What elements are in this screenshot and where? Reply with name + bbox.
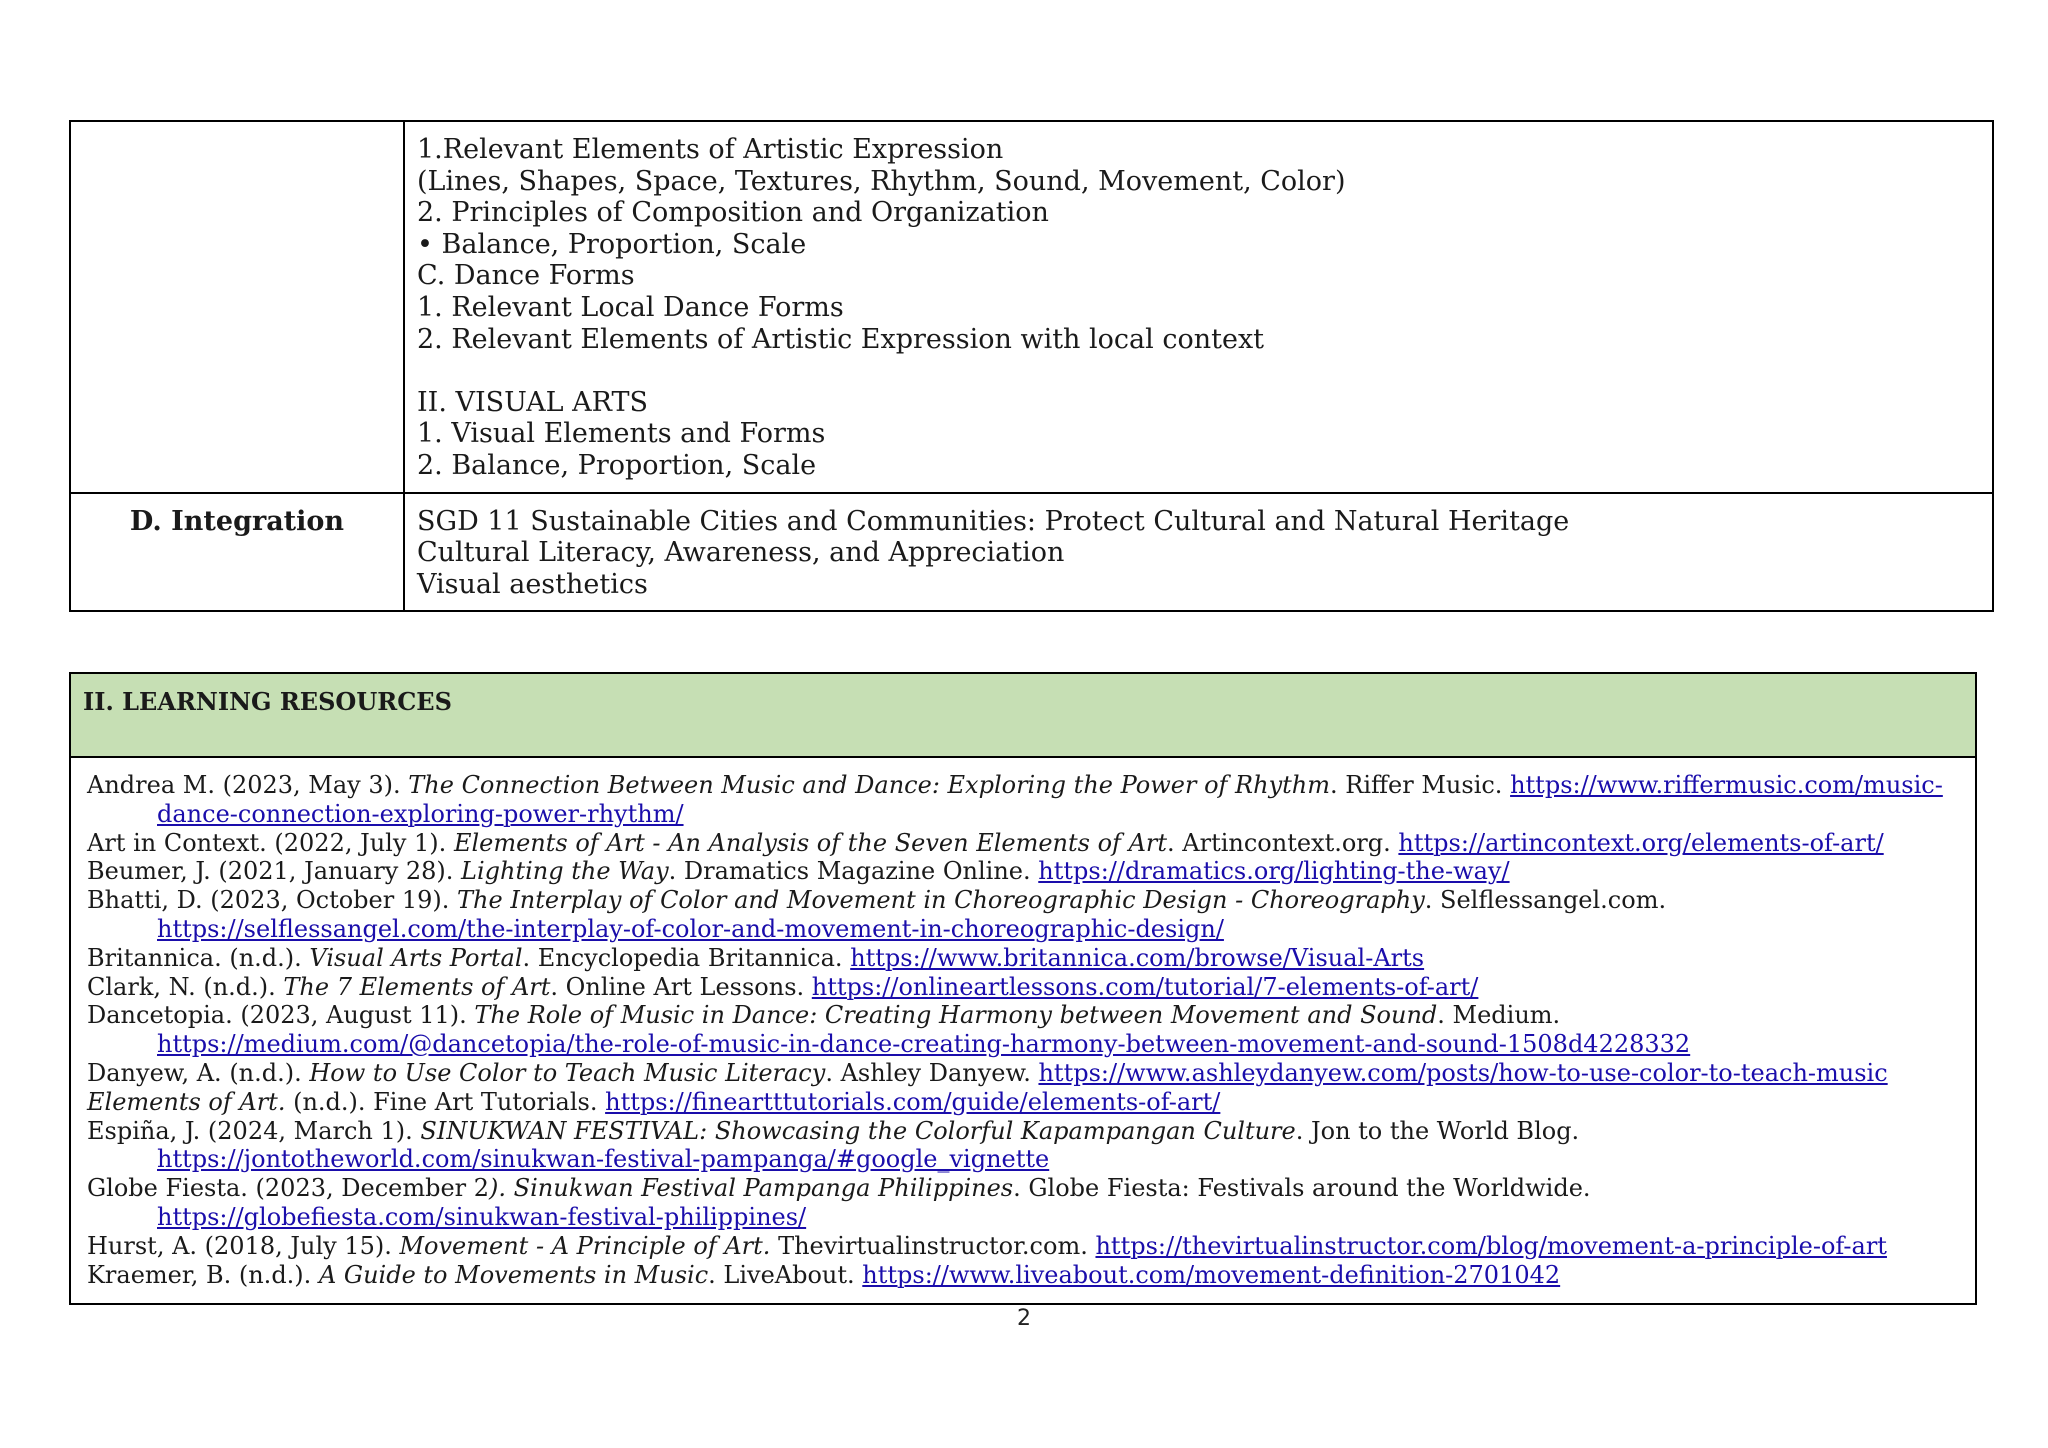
integration-label-cell [70, 493, 404, 612]
content-table [69, 120, 1994, 612]
reference-title: Elements of Art - An Analysis of the Seven Elements of Art [453, 828, 1168, 857]
reference-publisher: . Dramatics Magazine Online. [668, 857, 1039, 886]
reference-item [87, 1001, 1959, 1059]
references-list [71, 758, 1975, 1303]
reference-link[interactable]: https://dramatics.org/lighting-the-way/ [1038, 857, 1510, 886]
reference-author-date: Hurst, A. (2018, July 15). [87, 1231, 400, 1260]
integration-label: D. Integration [129, 505, 345, 537]
reference-title: Lighting the Way [461, 857, 669, 886]
reference-item [87, 1261, 1959, 1290]
reference-item [87, 1174, 1959, 1232]
reference-link[interactable]: https://artincontext.org/elements-of-art/ [1398, 828, 1884, 857]
reference-publisher: . Selflessangel.com. [1424, 886, 1667, 915]
reference-link[interactable]: https://medium.com/@dancetopia/the-role-of-music-in-dance-creating-harmony-between-movement-and-sound-1508d4228332 [157, 1030, 1691, 1059]
reference-publisher: . Online Art Lessons. [550, 972, 812, 1001]
reference-author-date: Art in Context. (2022, July 1). [87, 828, 454, 857]
content-row-continued [70, 121, 1993, 493]
reference-title: The Connection Between Music and Dance: Exploring the Power of Rhythm [408, 771, 1330, 799]
learning-resources-header [71, 674, 1975, 758]
reference-title: The Role of Music in Dance: Creating Harmony between Movement and Sound [474, 1001, 1438, 1030]
reference-title: The Interplay of Color and Movement in Choreographic Design - Choreography [457, 886, 1425, 915]
reference-author-date: Espiña, J. (2024, March 1). [87, 1116, 421, 1145]
learning-resources-title: II. LEARNING RESOURCES [83, 687, 452, 716]
content-line: 2. Balance, Proportion, Scale [417, 449, 817, 481]
content-line: 1. Relevant Local Dance Forms [417, 291, 844, 323]
reference-title: Elements of Art. [87, 1087, 286, 1116]
integration-lines-cell [404, 493, 1993, 612]
learning-resources-table [69, 672, 1977, 1305]
integration-row [70, 493, 1993, 612]
reference-item [87, 944, 1959, 973]
reference-author-date: Kraemer, B. (n.d.). [87, 1260, 319, 1289]
reference-link[interactable]: https://www.ashleydanyew.com/posts/how-to-use-color-to-teach-music [1038, 1058, 1888, 1087]
reference-link[interactable]: https://jontotheworld.com/sinukwan-festival-pampanga/#google_vignette [157, 1145, 1050, 1174]
content-label-cell-empty [70, 121, 404, 493]
reference-publisher: Thevirtualinstructor.com. [770, 1231, 1096, 1260]
reference-publisher: . Ashley Danyew. [825, 1058, 1039, 1087]
reference-item [87, 857, 1959, 886]
reference-title: SINUKWAN FESTIVAL: Showcasing the Colorful Kapampangan Culture [420, 1116, 1296, 1145]
reference-item [87, 973, 1959, 1002]
reference-title: How to Use Color to Teach Music Literacy [309, 1058, 826, 1087]
content-line: 2. Relevant Elements of Artistic Expression with local context [417, 323, 1265, 355]
reference-item [87, 886, 1959, 944]
reference-title: Movement - A Principle of Art. [399, 1231, 771, 1260]
reference-author-date: Beumer, J. (2021, January 28). [87, 857, 462, 886]
reference-link[interactable]: https://onlineartlessons.com/tutorial/7-elements-of-art/ [811, 972, 1479, 1001]
reference-publisher: . Artincontext.org. [1167, 828, 1399, 857]
reference-title: ). Sinukwan Festival Pampanga Philippines [489, 1174, 1014, 1203]
reference-item [87, 771, 1959, 829]
reference-item [87, 1088, 1959, 1117]
reference-publisher: . LiveAbout. [708, 1260, 863, 1289]
content-line: 1. Visual Elements and Forms [417, 418, 826, 450]
reference-author-date: Andrea M. (2023, May 3). [87, 771, 409, 799]
reference-title: A Guide to Movements in Music [318, 1260, 709, 1289]
reference-publisher: . Globe Fiesta: Festivals around the Worldwide. [1013, 1174, 1591, 1203]
reference-link[interactable]: https://www.liveabout.com/movement-definition-2701042 [862, 1260, 1561, 1289]
reference-link[interactable]: https://thevirtualinstructor.com/blog/movement-a-principle-of-art [1095, 1231, 1887, 1260]
page-number: 2 [1017, 1306, 1031, 1331]
content-line: II. VISUAL ARTS [417, 386, 648, 418]
content-lines-cell [404, 121, 1993, 493]
content-line: • Balance, Proportion, Scale [417, 228, 807, 260]
reference-title: The 7 Elements of Art [283, 972, 551, 1001]
reference-link[interactable]: https://www.britannica.com/browse/Visual-Arts [850, 943, 1425, 972]
reference-author-date: Bhatti, D. (2023, October 19). [87, 886, 458, 915]
integration-line: Visual aesthetics [417, 568, 648, 600]
reference-link[interactable]: https://fineartttutorials.com/guide/elements-of-art/ [605, 1087, 1221, 1116]
integration-line: SGD 11 Sustainable Cities and Communities: Protect Cultural and Natural Heritage [417, 505, 1570, 537]
content-line: 2. Principles of Composition and Organization [417, 197, 1049, 229]
reference-link[interactable]: https://globefiesta.com/sinukwan-festival-philippines/ [157, 1202, 807, 1231]
content-line-blank [417, 355, 1980, 387]
reference-title: Visual Arts Portal [309, 943, 523, 972]
reference-publisher: . Encyclopedia Britannica. [522, 943, 851, 972]
content-line: 1.Relevant Elements of Artistic Expression [417, 134, 1004, 165]
reference-publisher: . Medium. [1437, 1001, 1561, 1030]
reference-author-date: Britannica. (n.d.). [87, 943, 310, 972]
reference-link[interactable]: https://selflessangel.com/the-interplay-of-color-and-movement-in-choreographic-design/ [157, 914, 1224, 943]
reference-item [87, 829, 1959, 858]
reference-link[interactable]: https://www.riffermusic.com/music-dance-connection-exploring-power-rhythm/ [157, 771, 1943, 828]
reference-author-date: Dancetopia. (2023, August 11). [87, 1001, 475, 1030]
integration-line: Cultural Literacy, Awareness, and Appreciation [417, 537, 1065, 569]
reference-author-date: Danyew, A. (n.d.). [87, 1058, 310, 1087]
reference-author-date: Globe Fiesta. (2023, December 2 [87, 1174, 490, 1203]
reference-author-date: Clark, N. (n.d.). [87, 972, 284, 1001]
reference-publisher: . Jon to the World Blog. [1295, 1116, 1580, 1145]
content-line: (Lines, Shapes, Space, Textures, Rhythm, Sound, Movement, Color) [417, 165, 1346, 197]
reference-publisher: . Riffer Music. [1329, 771, 1511, 799]
content-line: C. Dance Forms [417, 260, 635, 292]
reference-item [87, 1232, 1959, 1261]
reference-publisher: (n.d.). Fine Art Tutorials. [285, 1087, 606, 1116]
reference-item [87, 1117, 1959, 1175]
reference-item [87, 1059, 1959, 1088]
